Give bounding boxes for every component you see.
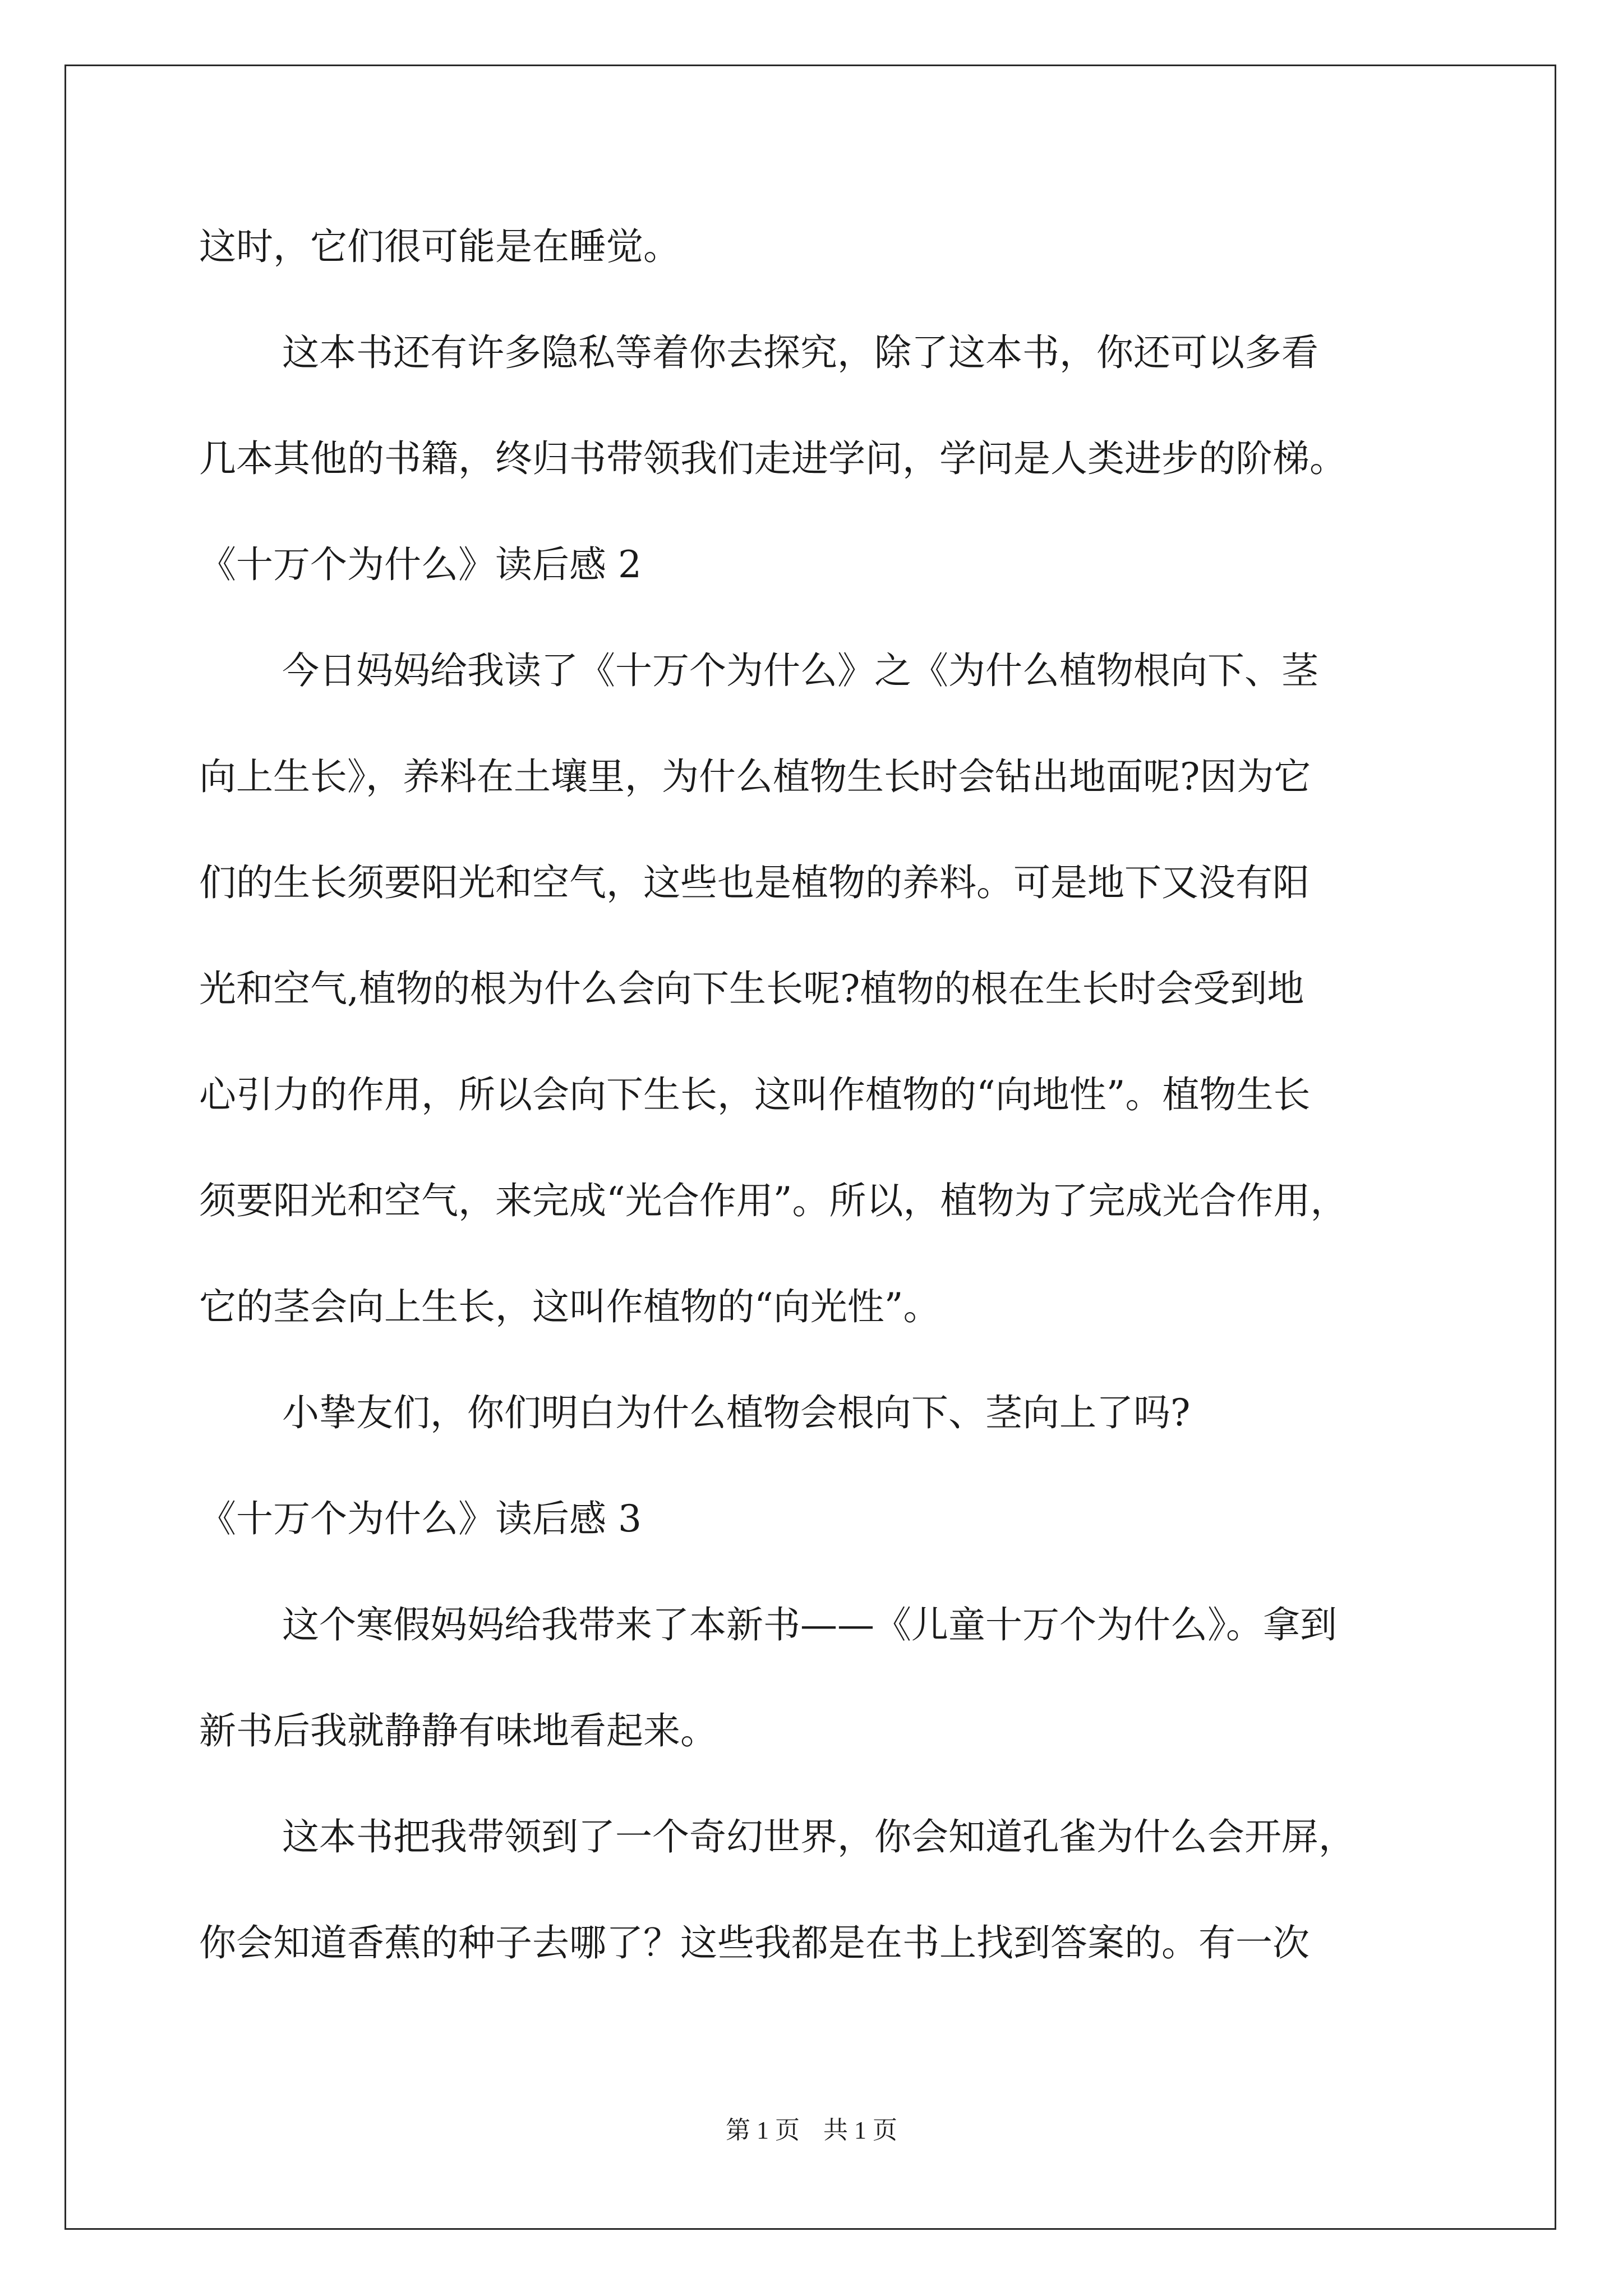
text-line: 向上生长》，养料在土壤里，为什么植物生长时会钻出地面呢?因为它 <box>199 755 1311 798</box>
text-line: 新书后我就静静有味地看起来。 <box>199 1709 717 1752</box>
text-line: 这时，它们很可能是在睡觉。 <box>199 225 680 268</box>
page-footer <box>0 2114 1623 2147</box>
paragraph-start: 今日妈妈给我读了《十万个为什么》之《为什么植物根向下、茎 <box>282 649 1318 692</box>
text-line: 须要阳光和空气，来完成“光合作用”。所以，植物为了完成光合作用， <box>199 1179 1348 1222</box>
page-count: 共 1 页 <box>823 2116 897 2144</box>
text-line: 们的生长须要阳光和空气，这些也是植物的养料。可是地下又没有阳 <box>199 861 1310 904</box>
text-line: 它的茎会向上生长，这叫作植物的“向光性”。 <box>199 1285 940 1328</box>
paragraph-start: 这本书还有许多隐私等着你去探究，除了这本书，你还可以多看 <box>282 331 1318 374</box>
document-body <box>199 194 1433 1996</box>
section-heading: 《十万个为什么》读后感 2 <box>199 543 642 586</box>
text-line: 心引力的作用，所以会向下生长，这叫作植物的“向地性”。植物生长 <box>199 1073 1311 1116</box>
text-line: 光和空气,植物的根为什么会向下生长呢?植物的根在生长时会受到地 <box>199 967 1304 1010</box>
paragraph-start: 这本书把我带领到了一个奇幻世界，你会知道孔雀为什么会开屏， <box>282 1815 1355 1858</box>
text-line: 你会知道香蕉的种子去哪了？这些我都是在书上找到答案的。有一次 <box>199 1921 1310 1964</box>
paragraph-start: 这个寒假妈妈给我带来了本新书——《儿童十万个为什么》。拿到 <box>282 1603 1337 1646</box>
page-number: 第 1 页 <box>726 2116 800 2144</box>
section-heading: 《十万个为什么》读后感 3 <box>199 1497 642 1540</box>
text-line: 几本其他的书籍，终归书带领我们走进学问，学问是人类进步的阶梯。 <box>199 437 1347 480</box>
paragraph-start: 小挚友们，你们明白为什么植物会根向下、茎向上了吗? <box>282 1391 1191 1434</box>
